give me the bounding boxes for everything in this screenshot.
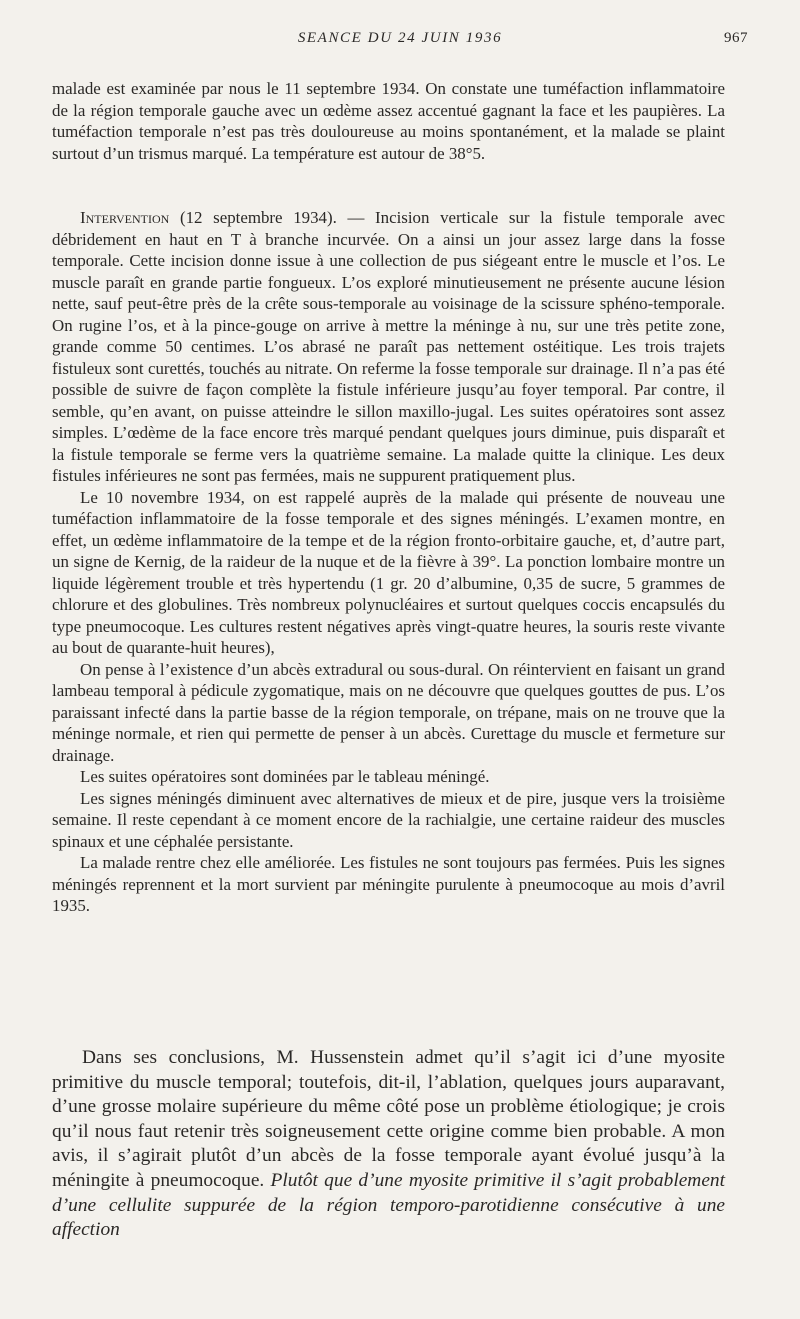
- paragraph-intervention: [52, 207, 725, 487]
- paragraph-reintervention: On pense à l’existence d’un abcès extradural ou sous-dural. On réintervient en faisant un grand lambeau temporal à pédicule zygomatique, mais on ne découvre que quelques gouttes de pus. L’os paraissant infecté dans la partie basse de la région temporale, on trépane, mais on ne trouve que la méninge normale, et rien qui permette de penser à un abcès. Curettage du muscle et fermeture sur drainage.: [52, 659, 725, 765]
- paragraph-conclusions: [52, 1046, 725, 1243]
- discussion-section: [52, 1046, 725, 1243]
- paragraph-november-relapse: Le 10 novembre 1934, on est rappelé auprès de la malade qui présente de nouveau une tuméfaction inflammatoire de la fosse temporale et des signes méningés. L’examen montre, en effet, un œdème inflammatoire de la tempe et de la région fronto-orbitaire gauche, et, d’autre part, un signe de Kernig, de la raideur de la nuque et de la fièvre à 39°. La ponction lombaire montre un liquide légèrement trouble et très hypertendu (1 gr. 20 d’albumine, 0,35 de sucre, 5 grammes de chlorure et des globulines. Très nombreux polynucléaires et surtout quelques coccis encapsulés du type pneumocoque. Les cultures restent négatives après vingt-quatre heures, la souris reste vivante au bout de quarante-huit heures),: [52, 487, 725, 657]
- intervention-label: Intervention: [80, 208, 170, 227]
- running-header: [52, 30, 748, 56]
- running-title: SEANCE DU 24 JUIN 1936: [297, 30, 503, 46]
- paragraph-examination: malade est examinée par nous le 11 septembre 1934. On constate une tuméfaction inflammatoire de la région temporale gauche avec un œdème assez accentué gagnant la face et les paupières. La tuméfaction temporale n’est pas très douloureuse au moins spontanément, et la malade se plaint surtout d’un trismus marqué. La température est autour de 38°5.: [52, 79, 725, 163]
- case-intervention-section: [52, 207, 725, 917]
- conclusions-text: Dans ses conclusions, M. Hussenstein admet qu’il s’agit ici d’une myosite primitive du muscle temporal; toutefois, dit-il, l’ablation, quelques jours auparavant, d’une grosse molaire supérieure du même côté pose un problème étiologique; je crois qu’il nous faut retenir très soigneusement cette origine comme bien probable. A mon avis, il s’agirait plutôt d’un abcès de la fosse temporale ayant évolué jusqu’à la méningite à pneumocoque.: [52, 1047, 725, 1191]
- paragraph-postop: Les suites opératoires sont dominées par le tableau méningé.: [80, 767, 490, 786]
- paragraph-outcome: La malade rentre chez elle améliorée. Les fistules ne sont toujours pas fermées. Puis les signes méningés reprennent et la mort survient par méningite purulente à pneumocoque au mois d’avril 1935.: [52, 853, 725, 915]
- case-continuation: [52, 78, 725, 164]
- paragraph-meningeal-signs: Les signes méningés diminuent avec alternatives de mieux et de pire, jusque vers la troisième semaine. Il reste cependant à ce moment encore de la rachialgie, une certaine raideur des muscles spinaux et une céphalée persistante.: [52, 788, 725, 851]
- intervention-text: (12 septembre 1934). — Incision verticale sur la fistule temporale avec débridement en haut en T à branche incurvée. On a ainsi un jour assez large dans la fosse temporale. Cette incision donne issue à une collection de pus siégeant entre le muscle et l’os. Le muscle paraît en grande partie fongueux. L’os exploré minutieusement ne présente aucune lésion nette, sauf peut-être près de la crête sous-temporale au voisinage de la scissure sphéno-temporale. On rugine l’os, et à la pince-gouge on arrive à mettre la méninge à nu, sur une très petite zone, grande comme 50 centimes. L’os abrasé ne paraît pas nettement ostéitique. Les trois trajets fistuleux sont curettés, touchés au nitrate. On referme la fosse temporale sur drainage. Il n’a pas été possible de suivre de façon complète la fistule inférieure jusqu’au foyer temporal. Par contre, il semble, qu’en avant, on puisse atteindre le sillon maxillo-jugal. Les suites opératoires sont assez simples. L’œdème de la face encore très marqué pendant quelques jours diminue, puis disparaît et la fistule temporale se ferme vers la quatrième semaine. La malade quitte la clinique. Les deux fistules inférieures ne sont pas fermées, mais ne suppurent pratiquement plus.: [52, 208, 725, 485]
- conclusions-italic-text: Plutôt que d’une myosite primitive il s’agit probablement d’une cellulite suppurée de la région temporo-parotidienne consécutive à une affection: [52, 1169, 726, 1241]
- page-number: 967: [724, 30, 748, 46]
